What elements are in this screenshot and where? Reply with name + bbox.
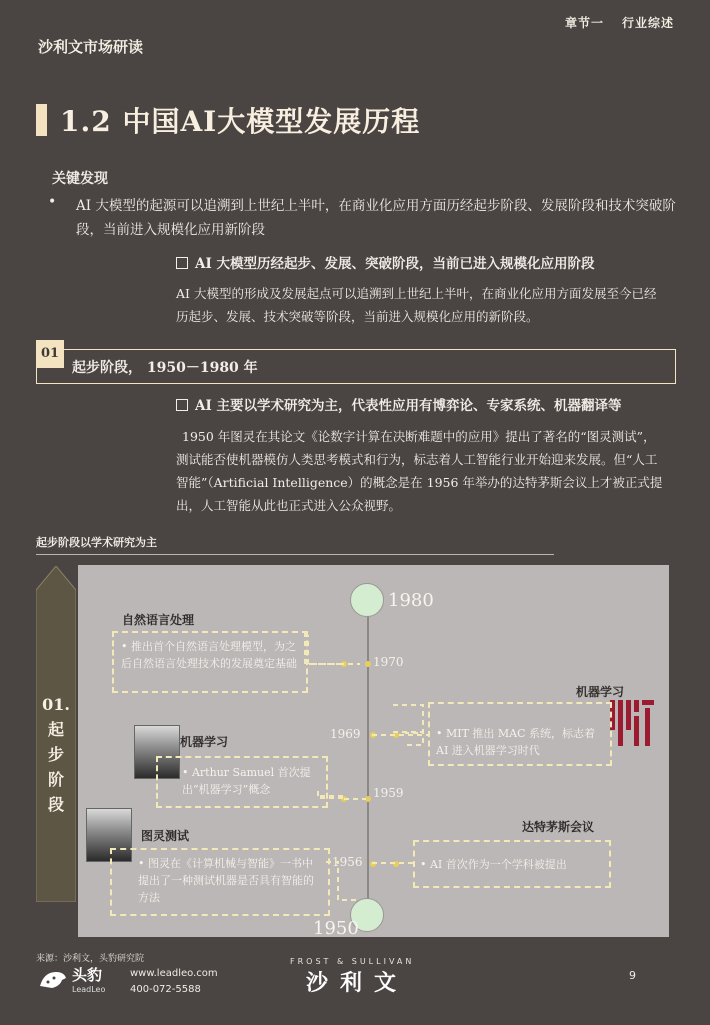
event-title-mit: 机器学习 [576,685,625,699]
title-accent-bar [36,104,47,136]
event-text-nlp: • 推出首个自然语言处理模型，为之后自然语言处理技术的发展奠定基础 [121,640,297,670]
key-findings-text: AI 大模型的起源可以追溯到上世纪上半叶，在商业化应用方面历经起步阶段、发展阶段和技术突破阶段，当前进入规模化应用新阶段 [76,198,676,238]
event-title-nlp: 自然语言处理 [122,613,195,627]
checkbox-icon [176,399,188,411]
subheading-2-text: AI 主要以学术研究为主，代表性应用有博弈论、专家系统、机器翻译等 [195,398,622,414]
paragraph-1: AI 大模型的形成及发展起点可以追溯到上世纪上半叶，在商业化应用方面发展至今已经历起步、发展、技术突破等阶段，当前进入规模化应用的新阶段。 [176,286,657,324]
subheading-1-text: AI 大模型历经起步、发展、突破阶段，当前已进入规模化应用阶段 [195,256,595,272]
leopard-logo-icon [38,966,68,992]
website-link[interactable]: www.leadleo.com [130,968,218,979]
event-text-ml-1959: • Arthur Samuel 首次提出“机器学习”概念 [182,766,311,796]
paragraph-2: 1950 年图灵在其论文《论数字计算在决断难题中的应用》提出了著名的“图灵测试”，测试能否使机器模仿人类思考模式和行为，标志着人工智能行业开始迎来发展。但“人工智能”（Artificial Intelligence）的概念是在 1956 年举办的达特茅斯会议上才被正式提出，人工智能从此也正式进入公众视野。 [176,429,663,513]
connector-dartmouth [372,856,416,870]
event-text-turing: • 图灵在《计算机械与智能》一书中提出了一种测试机器是否具有智能的方法 [138,857,314,904]
side-label-char: 段 [47,795,64,814]
mit-logo-icon [610,698,654,746]
source-note: 来源：沙利文，头豹研究院 [36,954,145,964]
header-breadcrumb [547,14,674,31]
year-label-1980: 1980 [388,590,434,611]
connector-nlp [300,630,370,690]
event-title-dartmouth: 达特茅斯会议 [522,820,595,834]
subheading-1 [176,252,595,272]
partner-logo-cn: 沙利文 [306,971,409,996]
event-text-dartmouth: • AI 首次作为一个学科被提出 [420,858,567,871]
event-title-turing: 图灵测试 [141,829,190,843]
side-label-char: 阶 [47,770,64,789]
page-number: 9 [629,969,636,982]
header-section: 行业综述 [621,16,674,30]
connector-turing [324,860,364,910]
key-findings-heading: 关键发现 [52,171,108,187]
leadleo-logo-en: LeadLeo [72,985,106,994]
checkbox-icon [176,257,188,269]
contact-info [130,966,218,998]
side-label [42,692,70,817]
header-chapter: 章节一 [564,16,604,30]
year-label-1950: 1950 [313,918,359,939]
partner-logo-en: FROST & SULLIVAN [290,957,415,966]
page-title: 1.2 中国AI大模型发展历程 [60,105,421,138]
subheading-2 [176,394,622,414]
connector-ml-1959 [318,770,370,806]
header-brand: 沙利文市场研读 [38,38,144,56]
year-label-1969: 1969 [330,727,361,741]
figure-label: 起步阶段以学术研究为主 [36,536,157,549]
stage-number: 01 [36,340,64,368]
event-title-ml-1959: 机器学习 [180,735,229,749]
side-label-char: 步 [47,745,64,764]
leadleo-logo-text: 头豹 [72,966,103,984]
stage-label: 起步阶段， 1950－1980 年 [72,360,258,376]
connector-mit [372,728,432,742]
figure-divider [36,554,554,555]
side-label-num: 01. [42,695,70,714]
event-text-mit: • MIT 推出 MAC 系统，标志着 AI 进入机器学习时代 [436,727,596,757]
side-label-char: 起 [47,720,64,739]
bullet-icon: • [48,194,57,210]
phone-number: 400-072-5588 [130,984,201,995]
year-label-1956: 1956 [332,855,363,869]
year-label-1959: 1959 [373,786,404,800]
year-label-1970: 1970 [373,655,404,669]
